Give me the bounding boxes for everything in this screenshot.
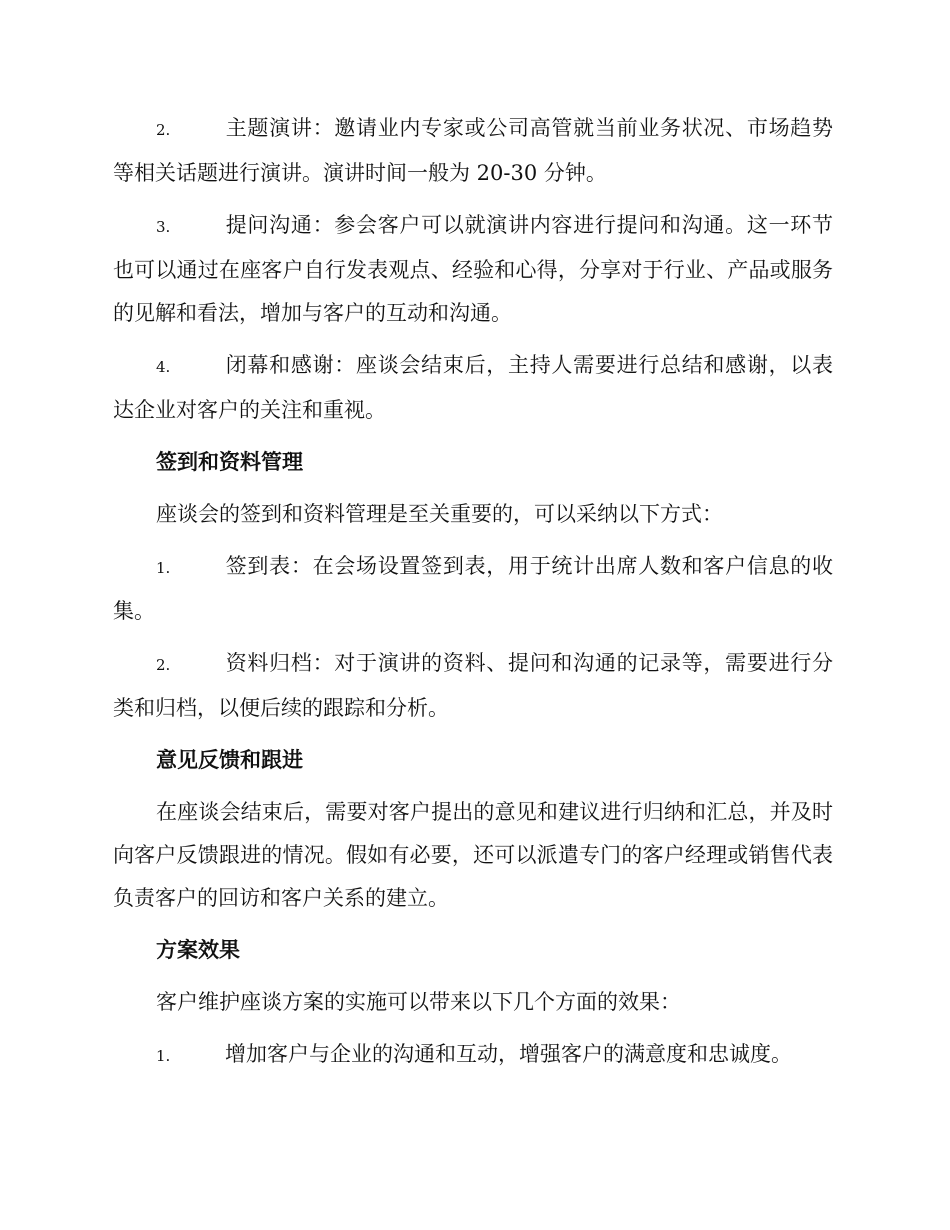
list-item	[113, 545, 833, 633]
list-item-text: 签到表：在会场设置签到表，用于统计出席人数和客户信息的收集。	[113, 554, 833, 623]
list-number: 2.	[156, 121, 171, 139]
list-number: 2.	[156, 656, 171, 674]
paragraph: 座谈会的签到和资料管理是至关重要的，可以采纳以下方式：	[156, 502, 723, 526]
list-item-text: 主题演讲：邀请业内专家或公司高管就当前业务状况、市场趋势等相关话题进行演讲。演讲时间一般为 20-30 分钟。	[113, 116, 833, 185]
paragraph: 在座谈会结束后，需要对客户提出的意见和建议进行归纳和汇总，并及时向客户反馈跟进的情况。假如有必要，还可以派遣专门的客户经理或销售代表负责客户的回访和客户关系的建立。	[113, 800, 833, 910]
list-number: 1.	[156, 1047, 171, 1065]
section-heading: 意见反馈和跟进	[156, 748, 303, 772]
document-body	[113, 107, 833, 1087]
list-item	[113, 204, 833, 335]
list-item	[113, 1033, 833, 1078]
paragraph: 客户维护座谈方案的实施可以带来以下几个方面的效果：	[156, 990, 681, 1014]
list-item-text: 提问沟通：参会客户可以就演讲内容进行提问和沟通。这一环节也可以通过在座客户自行发表观点、经验和心得，分享对于行业、产品或服务的见解和看法，增加与客户的互动和沟通。	[113, 213, 833, 325]
section-heading: 方案效果	[156, 938, 240, 962]
list-item-text: 增加客户与企业的沟通和互动，增强客户的满意度和忠诚度。	[225, 1042, 792, 1066]
list-item	[113, 642, 833, 730]
list-item-text: 资料归档：对于演讲的资料、提问和沟通的记录等，需要进行分类和归档，以便后续的跟踪和分析。	[113, 651, 833, 720]
list-item-text: 闭幕和感谢：座谈会结束后，主持人需要进行总结和感谢，以表达企业对客户的关注和重视。	[113, 353, 833, 422]
section-heading: 签到和资料管理	[156, 450, 303, 474]
list-number: 3.	[156, 218, 171, 236]
list-number: 4.	[156, 358, 171, 376]
list-item	[113, 107, 833, 195]
list-item	[113, 344, 833, 432]
list-number: 1.	[156, 559, 171, 577]
